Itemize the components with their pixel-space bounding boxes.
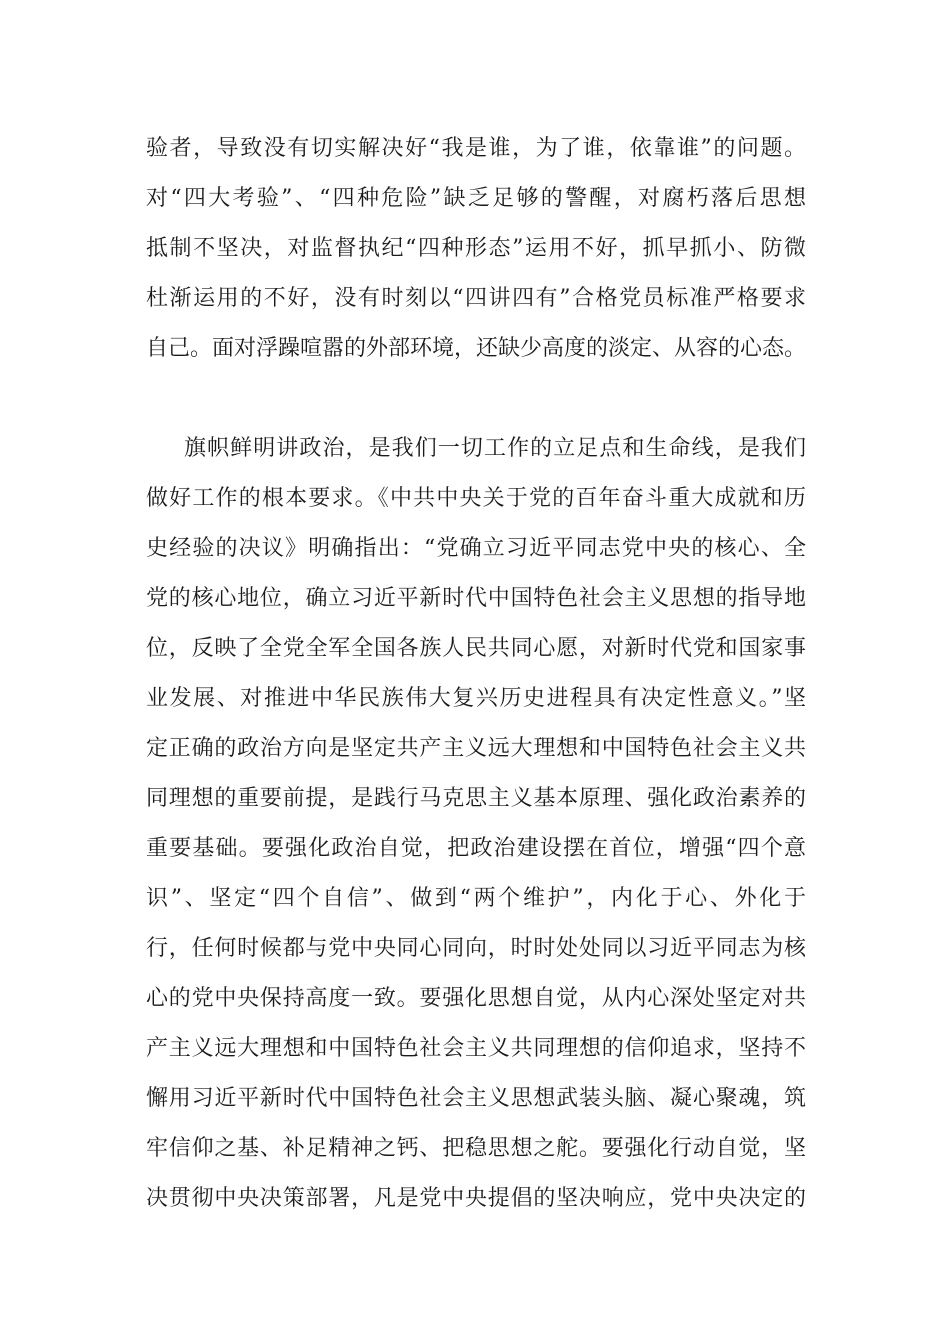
text-line: 党的核心地位，确立习近平新时代中国特色社会主义思想的指导地 bbox=[146, 586, 806, 611]
text-line: 牢信仰之基、补足精神之钙、把稳思想之舵。要强化行动自觉，坚 bbox=[146, 1136, 806, 1161]
text-line: 杜渐运用的不好，没有时刻以“四讲四有”合格党员标准严格要求 bbox=[146, 286, 806, 311]
text-line: 验者，导致没有切实解决好“我是谁，为了谁，依靠谁”的问题。 bbox=[146, 136, 806, 161]
text-line: 定正确的政治方向是坚定共产主义远大理想和中国特色社会主义共 bbox=[146, 736, 806, 761]
text-line: 行，任何时候都与党中央同心同向，时时处处同以习近平同志为核 bbox=[146, 936, 806, 961]
text-line: 产主义远大理想和中国特色社会主义共同理想的信仰追求，坚持不 bbox=[146, 1036, 806, 1061]
text-line: 重要基础。要强化政治自觉，把政治建设摆在首位，增强“四个意 bbox=[146, 836, 806, 861]
text-line: 懈用习近平新时代中国特色社会主义思想武装头脑、凝心聚魂，筑 bbox=[146, 1086, 806, 1111]
text-line: 做好工作的根本要求。《中共中央关于党的百年奋斗重大成就和历 bbox=[146, 486, 806, 511]
text-line: 识”、坚定“四个自信”、做到“两个维护”，内化于心、外化于 bbox=[146, 886, 806, 911]
text-line: 同理想的重要前提，是践行马克思主义基本原理、强化政治素养的 bbox=[146, 786, 806, 811]
text-line: 旗帜鲜明讲政治，是我们一切工作的立足点和生命线，是我们 bbox=[184, 436, 806, 461]
text-line: 自己。面对浮躁喧嚣的外部环境，还缺少高度的淡定、从容的心态。 bbox=[146, 336, 807, 361]
text-line: 对“四大考验”、“四种危险”缺乏足够的警醒，对腐朽落后思想 bbox=[146, 186, 806, 211]
text-line: 心的党中央保持高度一致。要强化思想自觉，从内心深处坚定对共 bbox=[146, 986, 806, 1011]
text-line: 位，反映了全党全军全国各族人民共同心愿，对新时代党和国家事 bbox=[146, 636, 806, 661]
text-line: 业发展、对推进中华民族伟大复兴历史进程具有决定性意义。”坚 bbox=[146, 686, 806, 711]
text-line: 抵制不坚决，对监督执纪“四种形态”运用不好，抓早抓小、防微 bbox=[146, 236, 806, 261]
text-line: 决贯彻中央决策部署，凡是党中央提倡的坚决响应，党中央决定的 bbox=[146, 1186, 806, 1211]
text-line: 史经验的决议》明确指出：“党确立习近平同志党中央的核心、全 bbox=[146, 536, 806, 561]
